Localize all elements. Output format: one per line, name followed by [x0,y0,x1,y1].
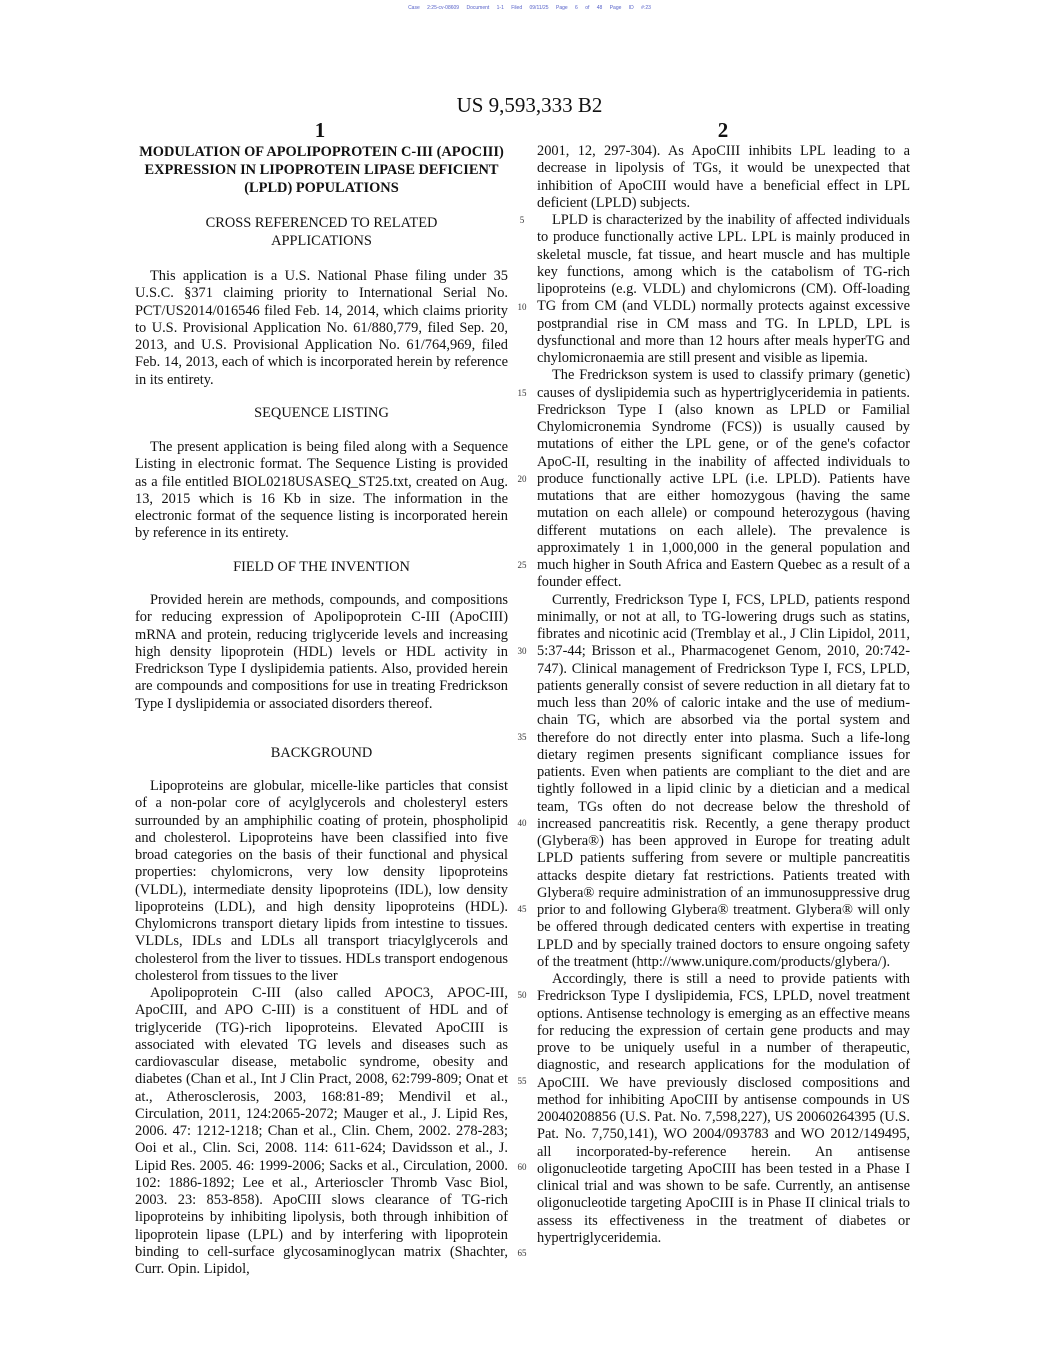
paragraph: Provided herein are methods, compounds, and compositions for reducing expression of Apolipoprotein C-III (ApoCIII) mRNA and protein, reducing triglyceride levels and increasing high density lipoprotein (HDL) levels or HDL activity in Fredrickson Type I dyslipidemia patients. Also, provided herein are compounds and compositions for use in treating Fredrickson Type I dyslipidemia or associated disorders thereof. [135,592,508,712]
paragraph: Currently, Fredrickson Type I, FCS, LPLD, patients respond minimally, or not at all, to TG-lowering drugs such as statins, fibrates and nicotinic acid (Tremblay et al., J Clin Lipidol, 2011, 5:37-44; Brisson et al., Pharmacogenet Genom, 2010, 20:742-747). Clinical management of Fredrickson Type I, FCS, LPLD, patients generally consist of severe reduction in all dietary fat to much less than 20% of caloric intake and the use of medium-chain TG, which are absorbed via the portal system and therefore do not directly enter into plasma. Such a life-long dietary regimen presents significant compliance issues for patients. Even when patients are compliant to the diet and are tightly followed in a lipid clinic by a dietician and a medical team, TGs often do not decrease below the threshold of increased pancreatitis risk. Recently, a gene therapy product (Glybera®) has been approved in Europe for treating adult LPLD patients suffering from severe or multiple pancreatitis attacks despite dietary fat restrictions. Patients treated with Glybera® require administration of an immunosuppressive drug prior to and following Glybera® treatment. Glybera® will only be offered through dedicated centers with expertise in treating LPLD and by specially trained doctors to ensure ongoing safety of the treatment (http://www.uniqure.com/products/glybera/). [537,591,910,970]
field-heading: FIELD OF THE INVENTION [233,559,410,575]
line-number: 10 [517,302,527,312]
cross-ref-section [135,268,508,389]
paragraph: LPLD is characterized by the inability of affected individuals to produce functionally active LPL. LPL is mainly produced in skeletal muscle, fat tissue, and heart muscle and has multiple key functions, among which is the catabolism of TG-rich lipoproteins (e.g. VLDL) and chylomicrons (CM). Off-loading TG from CM (and VLDL) normally protects against excessive postprandial rise in CM mass and TG. In LPLD, LPL is dysfunctional and more than 12 hours after meals hyperTG and chylomicronaemia are still present and visible as lipemia. [537,212,910,366]
paragraph: Accordingly, there is still a need to provide patients with Fredrickson Type I dyslipidemia, FCS, LPLD, novel treatment options. Antisense technology is emerging as an effective means for reducing the expression of certain gene products and may prove to be uniquely useful in a number of therapeutic, diagnostic, and research applications for the modulation of ApoCIII. We have previously disclosed compositions and method for inhibiting ApoCIII by antisense compounds in US 20040208856 (U.S. Pat. No. 7,598,227), US 20060264395 (U.S. Pat. No. 7,750,141), WO 2004/093783 and WO 2012/149495, all incorporated-by-reference herein. An antisense oligonucleotide targeting ApoCIII has been tested in a Phase I clinical trial and was shown to be safe. Currently, an antisense oligonucleotide targeting ApoCIII is in Phase II clinical trials to assess its effectiveness in the treatment of diabetes or hypertriglyceridemia. [537,971,910,1246]
paragraph: 2001, 12, 297-304). As ApoCIII inhibits LPL leading to a decrease in lipolysis of TGs, it would be unexpected that inhibition of ApoCIII would have a beneficial effect in LPL deficient (LPLD) subjects. [537,143,910,211]
column-number-left: 1 [314,118,326,142]
paragraph: The Fredrickson system is used to classify primary (genetic) causes of dyslipidemia such as hypertriglyceridemia in patients. Fredrickson Type I (also known as LPLD or Familial Chylomicronemia Syndrome (FCS)) is usually caused by mutations of either the LPL gene, or of the gene's cofactor ApoC-II, resulting in the inability of affected individuals to produce functionally active LPL (i.e. LPLD). Patients have mutations that are either homozygous (having the same mutation on each allele) or compound heterozygous (having different mutations on each allele). The prevalence is approximately 1 in 1,000,000 in the general population and much higher in South Africa and Eastern Quebec as a result of a founder effect. [537,367,910,591]
background-section [135,778,508,1278]
line-number: 35 [517,732,527,742]
patent-title: MODULATION OF APOLIPOPROTEIN C-III (APOCIII) EXPRESSION IN LIPOPROTEIN LIPASE DEFICIENT (LPLD) POPULATIONS [139,144,504,196]
sequence-listing-heading: SEQUENCE LISTING [254,405,389,421]
sequence-listing-section [135,439,508,543]
paragraph: Lipoproteins are globular, micelle-like particles that consist of a non-polar core of acylglycerols and cholesteryl esters surrounded by an amphiphilic coating of protein, phospholipid and cholesterol. Lipoproteins have been classified into five broad categories on the basis of their functional and physical properties: chylomicrons, very low density lipoproteins (VLDL), intermediate density lipoproteins (IDL), low density lipoproteins (LDL), and high density lipoproteins (HDL). Chylomicrons transport dietary lipids from intestine to tissues. VLDLs, IDLs and LDLs all transport triacylglycerols and cholesterol from the liver to tissues. HDLs transport endogenous cholesterol from tissues to the liver [135,778,508,984]
line-number: 50 [517,990,527,1000]
cross-ref-heading: CROSS REFERENCED TO RELATED APPLICATIONS [205,215,438,249]
line-number: 40 [517,818,527,828]
paragraph: This application is a U.S. National Phase filing under 35 U.S.C. §371 claiming priority to International Serial No. PCT/US2014/016546 filed Feb. 14, 2014, which claims priority to U.S. Provisional Application No. 61/880,779, filed Sep. 20, 2013, and U.S. Provisional Application No. 61/764,969, filed Feb. 14, 2013, each of which is incorporated herein by reference in its entirety. [135,268,508,388]
paragraph: The present application is being filed along with a Sequence Listing in electronic format. The Sequence Listing is provided as a file entitled BIOL0218USASEQ_ST25.txt, created on Aug. 13, 2015 which is 16 Kb in size. The information in the electronic format of the sequence listing is incorporated herein by reference in its entirety. [135,439,508,542]
line-number: 60 [517,1162,527,1172]
line-number: 20 [517,474,527,484]
column-number-right: 2 [717,118,729,142]
line-number: 5 [519,215,525,225]
line-number: 15 [517,388,527,398]
background-heading: BACKGROUND [270,745,373,761]
line-number: 65 [517,1248,527,1258]
line-number: 30 [517,646,527,656]
line-number: 55 [517,1076,527,1086]
court-filing-stamp: Case 2:25-cv-08609 Document 1-1 Filed 09/11/25 Page 6 of 48 Page ID #:23 [408,5,651,11]
right-column [537,143,910,1247]
patent-number: US 9,593,333 B2 [456,93,603,117]
line-number: 45 [517,904,527,914]
field-section [135,592,508,713]
line-number: 25 [517,560,527,570]
paragraph: Apolipoprotein C-III (also called APOC3, APOC-III, ApoCIII, and APO C-III) is a constituent of HDL and of triglyceride (TG)-rich lipoproteins. Elevated ApoCIII is associated with elevated TG levels and diseases such as cardiovascular disease, metabolic syndrome, obesity and diabetes (Chan et al., Int J Clin Pract, 2008, 62:799-809; Onat et at., Atherosclerosis, 2003, 168:81-89; Mendivil et al., Circulation, 2011, 124:2065-2072; Mauger et al., J. Lipid Res, 2006. 47: 1212-1218; Chan et al., Clin. Chem, 2002. 278-283; Ooi et al., Clin. Sci, 2008. 114: 611-624; Davidsson et al., J. Lipid Res. 2005. 46: 1999-2006; Sacks et al., Circulation, 2000. 102: 1886-1892; Lee et al., Arterioscler Thromb Vasc Biol, 2003. 23: 853-858). ApoCIII slows clearance of TG-rich lipoproteins by inhibiting lipolysis, both through inhibition of lipoprotein lipase (LPL) and by interfering with lipoprotein binding to cell-surface glycosaminoglycan matrix (Shachter, Curr. Opin. Lipidol, [135,985,508,1277]
